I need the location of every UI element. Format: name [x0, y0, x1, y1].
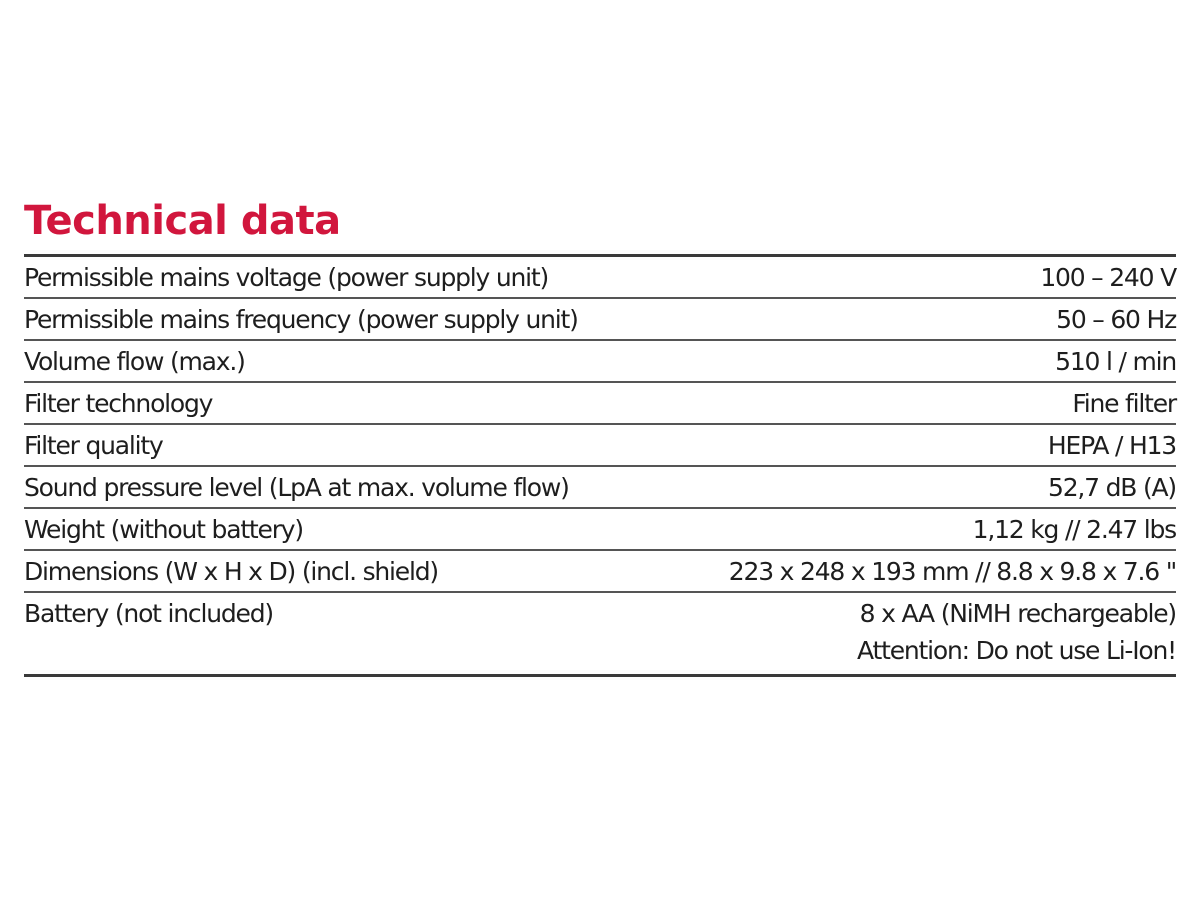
spec-row-weight: [24, 509, 1176, 551]
spec-table: [24, 254, 1176, 677]
spec-label: Sound pressure level (LpA at max. volume flow): [24, 473, 569, 502]
spec-row-filter-technology: [24, 383, 1176, 425]
technical-data-section: [24, 196, 1176, 677]
section-title: Technical data: [24, 198, 341, 244]
spec-row-sound-pressure: [24, 467, 1176, 509]
spec-value: 1,12 kg // 2.47 lbs: [972, 515, 1176, 544]
spec-value: 510 l / min: [1055, 347, 1176, 376]
spec-label: Permissible mains voltage (power supply unit): [24, 263, 549, 292]
spec-row-dimensions: [24, 551, 1176, 593]
spec-value: [857, 599, 1176, 666]
spec-label: Battery (not included): [24, 599, 273, 628]
spec-value: Fine filter: [1072, 389, 1176, 418]
spec-label: Permissible mains frequency (power supply unit): [24, 305, 578, 334]
spec-label: Filter technology: [24, 389, 213, 418]
spec-value: 223 x 248 x 193 mm // 8.8 x 9.8 x 7.6 ": [728, 557, 1176, 586]
spec-value: 52,7 dB (A): [1048, 473, 1176, 502]
spec-value-main: 8 x AA (NiMH rechargeable): [859, 599, 1176, 628]
spec-label: Filter quality: [24, 431, 163, 460]
spec-row-filter-quality: [24, 425, 1176, 467]
spec-row-volume-flow: [24, 341, 1176, 383]
spec-label: Volume flow (max.): [24, 347, 245, 376]
spec-value-warning: Attention: Do not use Li-Ion!: [857, 636, 1176, 665]
spec-value: 100 – 240 V: [1040, 263, 1176, 292]
spec-label: Weight (without battery): [24, 515, 303, 544]
spec-label: Dimensions (W x H x D) (incl. shield): [24, 557, 438, 586]
spec-row-mains-frequency: [24, 299, 1176, 341]
spec-value: 50 – 60 Hz: [1056, 305, 1176, 334]
spec-value: HEPA / H13: [1047, 431, 1176, 460]
spec-row-battery: [24, 593, 1176, 677]
spec-row-mains-voltage: [24, 257, 1176, 299]
